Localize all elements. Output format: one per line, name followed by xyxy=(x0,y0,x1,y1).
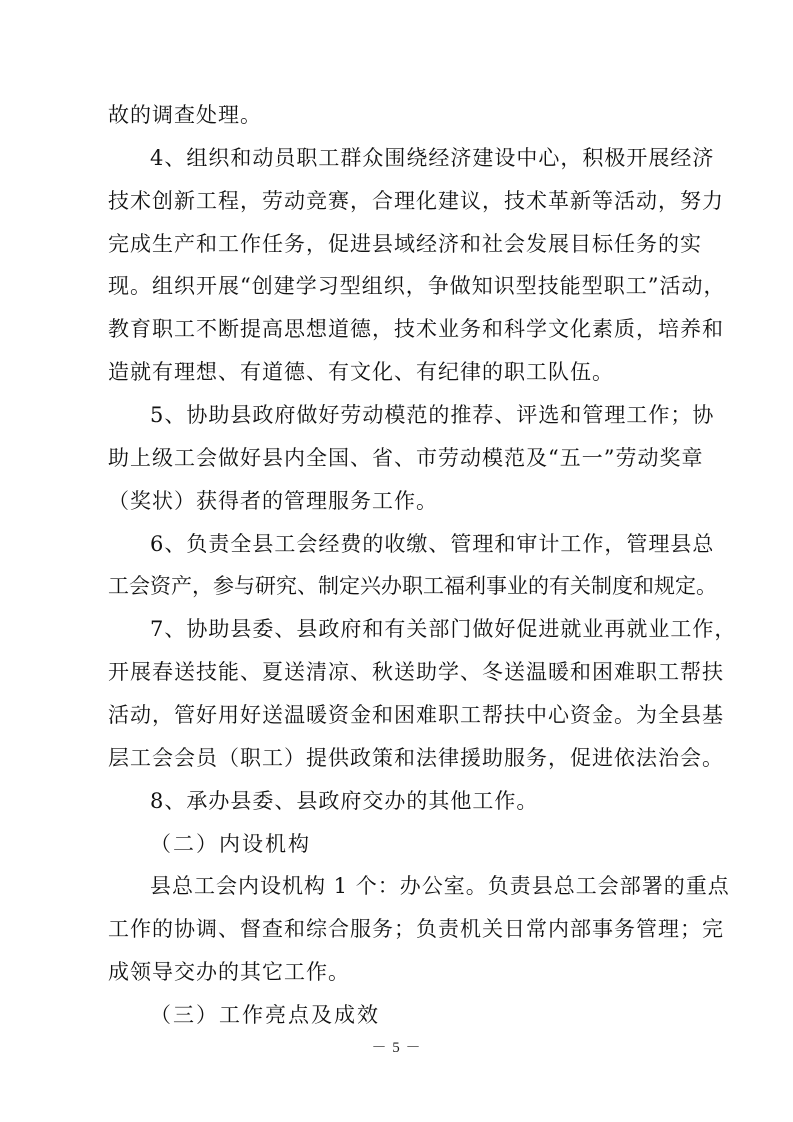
body-text-line: 完成生产和工作任务，促进县域经济和社会发展目标任务的实 xyxy=(108,232,702,256)
body-text-line: 活动，管好用好送温暖资金和困难职工帮扶中心资金。为全县基 xyxy=(108,703,724,727)
section-heading: （三）工作亮点及成效 xyxy=(150,1003,380,1027)
body-text-line: 工作的协调、督查和综合服务；负责机关日常内部事务管理；完 xyxy=(108,917,724,941)
body-text-line: 4、组织和动员职工群众围绕经济建设中心，积极开展经济 xyxy=(150,146,715,170)
body-text-line: 现。组织开展“创建学习型组织，争做知识型技能型职工”活动， xyxy=(108,274,726,298)
body-text-line: 工会资产，参与研究、制定兴办职工福利事业的有关制度和规定。 xyxy=(108,574,717,598)
section-heading: （二）内设机构 xyxy=(150,832,311,856)
body-text-line: 8、承办县委、县政府交办的其他工作。 xyxy=(150,789,539,813)
body-text-line: 成领导交办的其它工作。 xyxy=(108,960,350,984)
body-text-line: 技术创新工程，劳动竞赛，合理化建议，技术革新等活动，努力 xyxy=(108,189,724,213)
body-text-line: 5、协助县政府做好劳动模范的推荐、评选和管理工作；协 xyxy=(150,403,715,427)
body-text-line: 教育职工不断提高思想道德，技术业务和科学文化素质，培养和 xyxy=(108,317,724,341)
body-text-line: 层工会会员（职工）提供政策和法律援助服务，促进依法治会。 xyxy=(108,746,724,770)
body-text-line: 造就有理想、有道德、有文化、有纪律的职工队伍。 xyxy=(108,360,614,384)
body-text-line: 开展春送技能、夏送清凉、秋送助学、冬送温暖和困难职工帮扶 xyxy=(108,660,724,684)
body-text-line: 7、协助县委、县政府和有关部门做好促进就业再就业工作， xyxy=(150,617,737,641)
body-text-line: 6、负责全县工会经费的收缴、管理和审计工作，管理县总 xyxy=(150,532,715,556)
page-number: － 5 － xyxy=(371,1040,422,1056)
body-text-line: 县总工会内设机构 1 个：办公室。负责县总工会部署的重点 xyxy=(150,874,730,898)
body-text-line: 故的调查处理。 xyxy=(108,103,262,127)
body-text-line: 助上级工会做好县内全国、省、市劳动模范及“五一”劳动奖章 xyxy=(108,446,704,470)
body-text-line: （奖状）获得者的管理服务工作。 xyxy=(108,489,438,513)
